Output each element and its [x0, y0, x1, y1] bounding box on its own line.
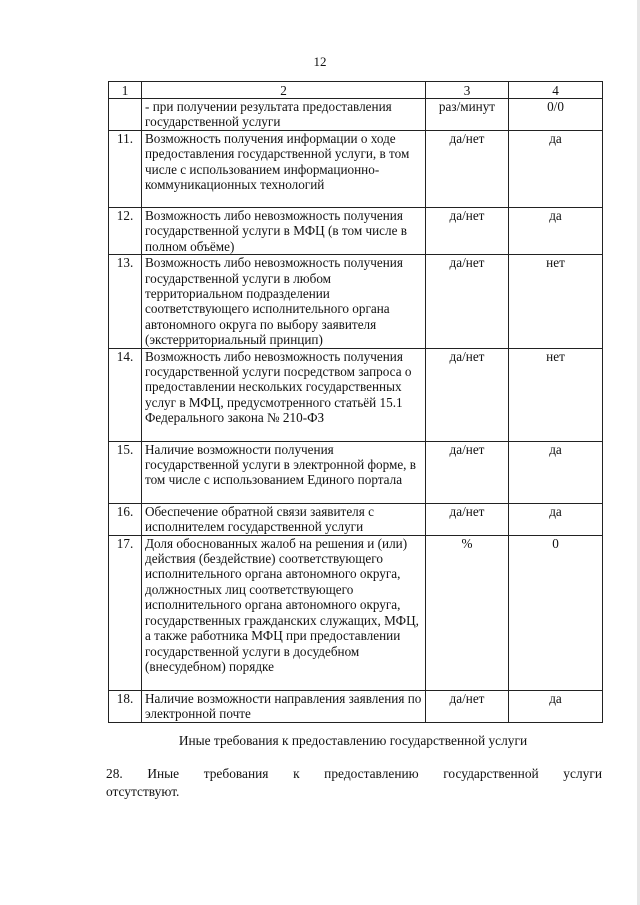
row-value: да — [509, 441, 603, 503]
row-unit: % — [426, 535, 509, 690]
table-row — [109, 503, 603, 535]
row-unit: раз/минут — [426, 99, 509, 131]
row-unit: да/нет — [426, 441, 509, 503]
row-unit: да/нет — [426, 208, 509, 255]
row-value: да — [509, 208, 603, 255]
row-unit: да/нет — [426, 690, 509, 722]
table-row — [109, 131, 603, 208]
page-number: 12 — [313, 54, 327, 69]
header-col-4: 4 — [509, 82, 603, 99]
row-number: 16. — [109, 503, 142, 535]
row-value: нет — [509, 255, 603, 348]
row-unit: да/нет — [426, 503, 509, 535]
row-value: да — [509, 690, 603, 722]
row-number: 13. — [109, 255, 142, 348]
row-description: - при получении результата предоставления государственной услуги — [142, 99, 426, 131]
row-description: Возможность либо невозможность получения государственной услуги в МФЦ (в том числе в полном объёме) — [142, 208, 426, 255]
row-value: да — [509, 503, 603, 535]
row-value: 0/0 — [509, 99, 603, 131]
section-heading: Иные требования к предоставлению государственной услуги — [178, 733, 528, 748]
row-description: Возможность получения информации о ходе предоставления государственной услуги, в том числе с использованием информационно-коммуникационных технологий — [142, 131, 426, 208]
row-number: 18. — [109, 690, 142, 722]
row-number — [109, 99, 142, 131]
row-description: Возможность либо невозможность получения государственной услуги в любом территориальном подразделении соответствующего исполнительного органа автономного округа по выбору заявителя (экстерриториальный принцип) — [142, 255, 426, 348]
header-col-3: 3 — [426, 82, 509, 99]
paragraph-28-line-1: 28. Иные требования к предоставлению государственной услуги — [106, 766, 602, 781]
row-number: 15. — [109, 441, 142, 503]
table-row — [109, 535, 603, 690]
header-col-1: 1 — [109, 82, 142, 99]
paragraph-28-line-2: отсутствуют. — [106, 784, 180, 799]
row-description: Наличие возможности направления заявления по электронной почте — [142, 690, 426, 722]
row-description: Возможность либо невозможность получения государственной услуги посредством запроса о предоставлении нескольких государственных услуг в МФЦ, предусмотренного статьёй 15.1 Федерального закона № 210-ФЗ — [142, 348, 426, 441]
row-description: Наличие возможности получения государственной услуги в электронной форме, в том числе с использованием Единого портала — [142, 441, 426, 503]
row-unit: да/нет — [426, 131, 509, 208]
row-number: 17. — [109, 535, 142, 690]
table-row — [109, 690, 603, 722]
table-row — [109, 441, 603, 503]
row-number: 11. — [109, 131, 142, 208]
table-row — [109, 208, 603, 255]
table-row — [109, 255, 603, 348]
row-unit: да/нет — [426, 255, 509, 348]
row-number: 14. — [109, 348, 142, 441]
row-value: нет — [509, 348, 603, 441]
row-unit: да/нет — [426, 348, 509, 441]
row-description: Доля обоснованных жалоб на решения и (или) действия (бездействие) соответствующего исполнительного органа автономного округа, должностных лиц соответствующего исполнительного органа автономного округа, государственных гражданских служащих, МФЦ, а также работника МФЦ при предоставлении государственной услуги в досудебном (внесудебном) порядке — [142, 535, 426, 690]
row-value: 0 — [509, 535, 603, 690]
table-row — [109, 348, 603, 441]
header-col-2: 2 — [142, 82, 426, 99]
table-row — [109, 99, 603, 131]
row-number: 12. — [109, 208, 142, 255]
requirements-table — [108, 81, 603, 723]
table-header-row — [109, 82, 603, 99]
row-description: Обеспечение обратной связи заявителя с исполнителем государственной услуги — [142, 503, 426, 535]
row-value: да — [509, 131, 603, 208]
